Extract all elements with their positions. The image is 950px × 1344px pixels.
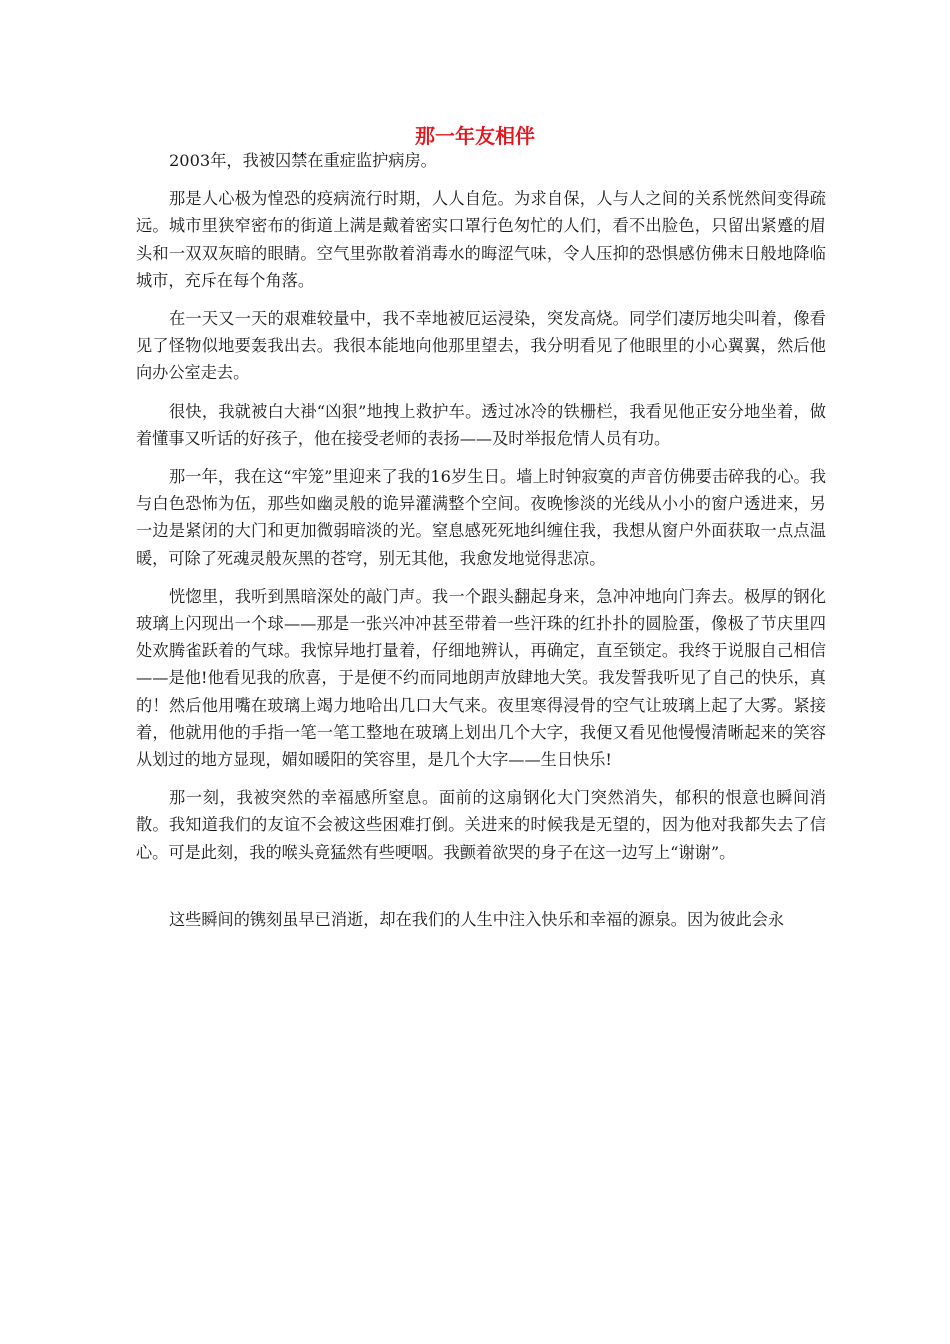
paragraph: 在一天又一天的艰难较量中，我不幸地被厄运浸染，突发高烧。同学们凄厉地尖叫着，像看见了怪物似地要轰我出去。我很本能地向他那里望去，我分明看见了他眼里的小心翼翼，然后他向办公室走去。 [136, 309, 826, 383]
document-body [136, 147, 826, 944]
paragraph: 那一刻，我被突然的幸福感所窒息。面前的这扇钢化大门突然消失，郁积的恨意也瞬间消散。我知道我们的友谊不会被这些困难打倒。关进来的时候我是无望的，因为他对我都失去了信心。可是此刻，我的喉头竟猛然有些哽咽。我颤着欲哭的身子在这一边写上“谢谢”。 [136, 788, 826, 862]
document-title: 那一年友相伴 [415, 124, 535, 148]
paragraph: 恍惚里，我听到黑暗深处的敲门声。我一个跟头翻起身来，急冲冲地向门奔去。极厚的钢化玻璃上闪现出一个球——那是一张兴冲冲甚至带着一些汗珠的红扑扑的圆脸蛋，像极了节庆里四处欢腾雀跃着的气球。我惊异地打量着，仔细地辨认，再确定，直至锁定。我终于说服自己相信——是他!他看见我的欣喜，于是便不约而同地朗声放肆地大笑。我发誓我听见了自己的快乐，真的！然后他用嘴在玻璃上竭力地哈出几口大气来。夜里寒得浸骨的空气让玻璃上起了大雾。紧接着，他就用他的手指一笔一笔工整地在玻璃上划出几个大字，我便又看见他慢慢清晰起来的笑容从划过的地方显现，媚如暖阳的笑容里，是几个大字——生日快乐! [136, 586, 826, 770]
paragraph: 2003年，我被囚禁在重症监护病房。 [169, 151, 437, 170]
paragraph: 那一年，我在这“牢笼”里迎来了我的16岁生日。墙上时钟寂寞的声音仿佛要击碎我的心。我与白色恐怖为伍，那些如幽灵般的诡异灌满整个空间。夜晚惨淡的光线从小小的窗户透进来，另一边是紧闭的大门和更加微弱暗淡的光。窒息感死死地纠缠住我，我想从窗户外面获取一点点温暖，可除了死魂灵般灰黑的苍穹，别无其他，我愈发地觉得悲凉。 [136, 467, 826, 568]
paragraph: 这些瞬间的镌刻虽早已消逝，却在我们的人生中注入快乐和幸福的源泉。因为彼此会永 [169, 909, 785, 929]
paragraph: 很快，我就被白大褂“凶狠”地拽上救护车。透过冰冷的铁栅栏，我看见他正安分地坐着，做着懂事又听话的好孩子，他在接受老师的表扬——及时举报危情人员有功。 [136, 401, 826, 448]
paragraph: 那是人心极为惶恐的疫病流行时期，人人自危。为求自保，人与人之间的关系恍然间变得疏远。城市里狭窄密布的街道上满是戴着密实口罩行色匆忙的人们，看不出脸色，只留出紧蹙的眉头和一双双灰暗的眼睛。空气里弥散着消毒水的晦涩气味，令人压抑的恐惧感仿佛末日般地降临城市，充斥在每个角落。 [136, 189, 826, 290]
